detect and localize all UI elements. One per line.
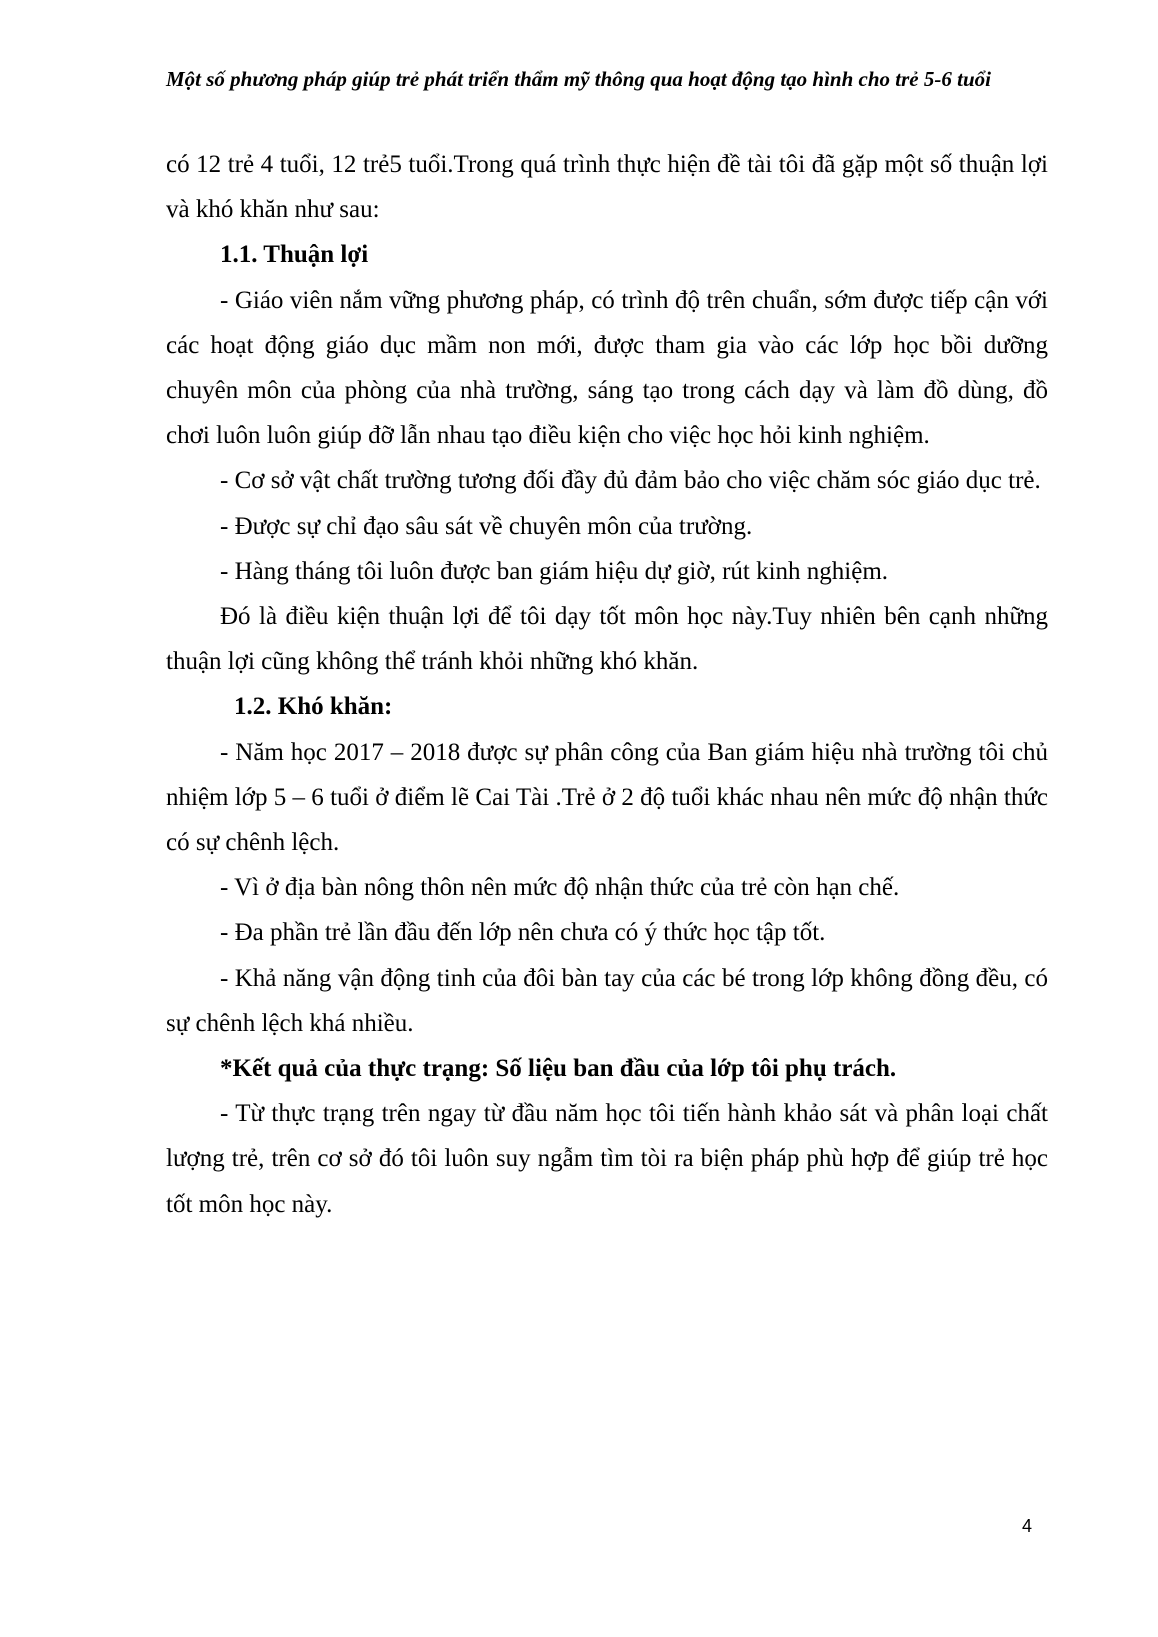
paragraph-difficulty-assignment: - Năm học 2017 – 2018 được sự phân công của Ban giám hiệu nhà trường tôi chủ nhiệm lớp 5 – 6 tuổi ở điểm lẽ Cai Tài .Trẻ ở 2 độ tuổi khác nhau nên mức độ nhận thức có sự chênh lệch. <box>166 738 1048 857</box>
document-body <box>166 142 1048 1227</box>
running-header: Một số phương pháp giúp trẻ phát triển thẩm mỹ thông qua hoạt động tạo hình cho trẻ 5-6 tuổi <box>166 67 991 91</box>
paragraph-difficulty-first-time: - Đa phần trẻ lần đầu đến lớp nên chưa có ý thức học tập tốt. <box>220 919 826 947</box>
paragraph-intro-continuation: có 12 trẻ 4 tuổi, 12 trẻ5 tuổi.Trong quá trình thực hiện đề tài tôi đã gặp một số thuận lợi và khó khăn như sau: <box>166 151 1048 224</box>
paragraph-advantage-teacher: - Giáo viên nắm vững phương pháp, có trình độ trên chuẩn, sớm được tiếp cận với các hoạt động giáo dục mầm non mới, được tham gia vào các lớp học bồi dưỡng chuyên môn của phòng của nhà trường, sáng tạo trong cách dạy và làm đồ dùng, đồ chơi luôn luôn giúp đỡ lẫn nhau tạo điều kiện cho việc học hỏi kinh nghiệm. <box>166 286 1048 450</box>
paragraph-advantage-guidance: - Được sự chỉ đạo sâu sát về chuyên môn của trường. <box>220 512 753 540</box>
section-heading-difficulties: 1.2. Khó khăn: <box>234 693 393 721</box>
paragraph-advantage-observation: - Hàng tháng tôi luôn được ban giám hiệu dự giờ, rút kinh nghiệm. <box>220 557 889 585</box>
paragraph-advantage-summary: Đó là điều kiện thuận lợi để tôi dạy tốt môn học này.Tuy nhiên bên cạnh những thuận lợi cũng không thể tránh khỏi những khó khăn. <box>166 603 1048 676</box>
paragraph-difficulty-motor-skills: - Khả năng vận động tinh của đôi bàn tay của các bé trong lớp không đồng đều, có sự chênh lệch khá nhiều. <box>166 964 1048 1037</box>
page-number: 4 <box>1022 1516 1033 1536</box>
section-heading-advantages: 1.1. Thuận lợi <box>220 241 369 269</box>
results-heading: *Kết quả của thực trạng: Số liệu ban đầu của lớp tôi phụ trách. <box>220 1055 897 1083</box>
paragraph-results-survey: - Từ thực trạng trên ngay từ đầu năm học tôi tiến hành khảo sát và phân loại chất lượng trẻ, trên cơ sở đó tôi luôn suy ngẫm tìm tòi ra biện pháp phù hợp để giúp trẻ học tốt môn học này. <box>166 1100 1048 1218</box>
paragraph-advantage-facilities: - Cơ sở vật chất trường tương đối đầy đủ đảm bảo cho việc chăm sóc giáo dục trẻ. <box>220 467 1041 495</box>
paragraph-difficulty-rural: - Vì ở địa bàn nông thôn nên mức độ nhận thức của trẻ còn hạn chế. <box>220 874 900 902</box>
